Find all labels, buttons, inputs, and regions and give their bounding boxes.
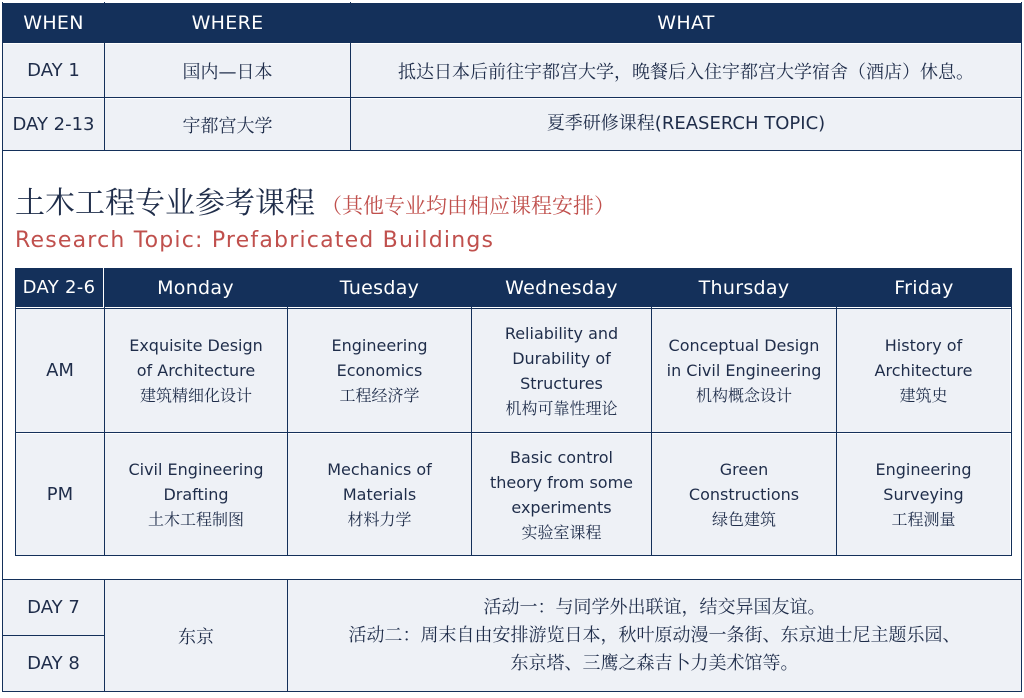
pm-thursday: Green Constructions 绿色建筑 xyxy=(652,434,836,555)
header-when: WHEN xyxy=(3,3,104,43)
day2-13-what: 夏季研修课程(REASERCH TOPIC) xyxy=(351,99,1021,150)
day1-where: 国内—日本 xyxy=(105,44,350,97)
section-subtitle: Research Topic: Prefabricated Buildings xyxy=(15,228,495,253)
section-title xyxy=(15,178,615,222)
pm-label: PM xyxy=(16,434,104,555)
section-title-note: （其他专业均由相应课程安排） xyxy=(321,194,615,218)
header-what: WHAT xyxy=(351,3,1021,43)
pm-monday: Civil Engineering Drafting 土木工程制图 xyxy=(105,434,287,555)
day7-when: DAY 7 xyxy=(3,580,104,635)
pm-friday: Engineering Surveying 工程测量 xyxy=(837,434,1010,555)
day-monday: Monday xyxy=(104,268,287,307)
am-thursday: Conceptual Design in Civil Engineering 机构概念设计 xyxy=(652,309,836,432)
day-wednesday: Wednesday xyxy=(472,268,651,307)
day-tuesday: Tuesday xyxy=(288,268,471,307)
header-where: WHERE xyxy=(105,3,350,43)
am-label: AM xyxy=(16,309,104,432)
day2-13-when: DAY 2-13 xyxy=(3,99,104,150)
day8-when: DAY 8 xyxy=(3,636,104,691)
day1-when: DAY 1 xyxy=(3,44,104,97)
day-friday: Friday xyxy=(837,268,1011,307)
weekend-activities: 活动一：与同学外出联谊，结交异国友谊。 活动二：周末自由安排游览日本，秋叶原动漫一条街、东京迪士尼主题乐园、 东京塔、三鹰之森吉卜力美术馆等。 xyxy=(288,580,1021,691)
day1-what: 抵达日本后前往宇都宫大学，晚餐后入住宇都宫大学宿舍（酒店）休息。 xyxy=(351,44,1021,97)
am-friday: History of Architecture 建筑史 xyxy=(837,309,1010,432)
schedule-corner: DAY 2-6 xyxy=(15,268,103,307)
weekend-where: 东京 xyxy=(105,580,287,691)
am-wednesday: Reliability and Durability of Structures 机构可靠性理论 xyxy=(472,309,651,432)
section-title-text: 土木工程专业参考课程 xyxy=(15,186,315,221)
pm-tuesday: Mechanics of Materials 材料力学 xyxy=(288,434,471,555)
day2-13-where: 宇都宫大学 xyxy=(105,99,350,150)
day-thursday: Thursday xyxy=(652,268,836,307)
am-monday: Exquisite Design of Architecture 建筑精细化设计 xyxy=(105,309,287,432)
pm-wednesday: Basic control theory from some experiments 实验室课程 xyxy=(472,434,651,555)
am-tuesday: Engineering Economics 工程经济学 xyxy=(288,309,471,432)
